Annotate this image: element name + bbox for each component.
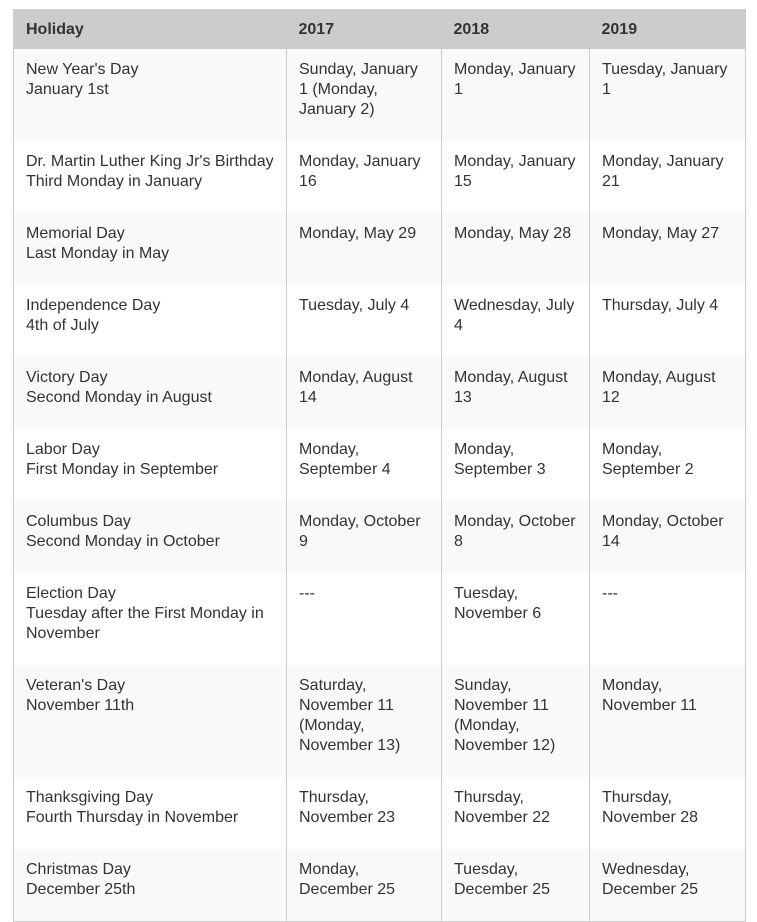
holiday-rule: First Monday in September: [26, 461, 219, 478]
table-row: [14, 49, 746, 141]
holiday-cell: [14, 285, 287, 357]
table-row: [14, 777, 746, 849]
table-row: [14, 213, 746, 285]
date-2018-cell: Tuesday, November 6: [442, 573, 590, 665]
date-2018-cell: Thursday, November 22: [442, 777, 590, 849]
date-2017-cell: Monday, December 25: [287, 849, 442, 922]
holiday-name: Veteran's Day: [26, 677, 126, 694]
table-row: [14, 141, 746, 213]
date-2019-cell: Monday, January 21: [590, 141, 746, 213]
date-2019-cell: Thursday, November 28: [590, 777, 746, 849]
holiday-rule: Second Monday in August: [26, 389, 212, 406]
header-2018: 2018: [442, 10, 590, 50]
date-2019-cell: ---: [590, 573, 746, 665]
holiday-name: Labor Day: [26, 441, 100, 458]
holiday-cell: [14, 213, 287, 285]
date-2017-cell: Monday, May 29: [287, 213, 442, 285]
header-row: [14, 10, 746, 50]
table-row: [14, 429, 746, 501]
date-2018-cell: Monday, August 13: [442, 357, 590, 429]
date-2018-cell: Monday, January 1: [442, 49, 590, 141]
holiday-name: Election Day: [26, 585, 116, 602]
holiday-rule: January 1st: [26, 81, 109, 98]
date-2017-cell: Sunday, January 1 (Monday, January 2): [287, 49, 442, 141]
date-2019-cell: Monday, August 12: [590, 357, 746, 429]
holiday-name: Columbus Day: [26, 513, 131, 530]
table-row: [14, 665, 746, 777]
holiday-cell: [14, 777, 287, 849]
header-2019: 2019: [590, 10, 746, 50]
date-2017-cell: Monday, September 4: [287, 429, 442, 501]
date-2019-cell: Monday, September 2: [590, 429, 746, 501]
date-2018-cell: Monday, January 15: [442, 141, 590, 213]
date-2017-cell: Thursday, November 23: [287, 777, 442, 849]
date-2017-cell: ---: [287, 573, 442, 665]
holiday-cell: [14, 141, 287, 213]
holiday-name: New Year's Day: [26, 61, 139, 78]
table-row: [14, 285, 746, 357]
holiday-name: Memorial Day: [26, 225, 125, 242]
holiday-name: Thanksgiving Day: [26, 789, 154, 806]
header-holiday: Holiday: [14, 10, 287, 50]
holiday-name: Dr. Martin Luther King Jr's Birthday: [26, 153, 274, 170]
date-2017-cell: Tuesday, July 4: [287, 285, 442, 357]
holiday-rule: 4th of July: [26, 317, 99, 334]
date-2018-cell: Wednesday, July 4: [442, 285, 590, 357]
holiday-rule: Last Monday in May: [26, 245, 170, 262]
holiday-cell: [14, 849, 287, 922]
date-2017-cell: Monday, October 9: [287, 501, 442, 573]
date-2018-cell: Tuesday, December 25: [442, 849, 590, 922]
date-2019-cell: Monday, May 27: [590, 213, 746, 285]
date-2018-cell: Monday, September 3: [442, 429, 590, 501]
holiday-cell: [14, 49, 287, 141]
holiday-name: Victory Day: [26, 369, 108, 386]
table-body: [14, 49, 746, 922]
holiday-table-container: [13, 9, 745, 922]
holiday-name: Independence Day: [26, 297, 161, 314]
date-2019-cell: Wednesday, December 25: [590, 849, 746, 922]
date-2018-cell: Monday, October 8: [442, 501, 590, 573]
date-2019-cell: Monday, November 11: [590, 665, 746, 777]
date-2019-cell: Monday, October 14: [590, 501, 746, 573]
holiday-cell: [14, 357, 287, 429]
date-2017-cell: Monday, January 16: [287, 141, 442, 213]
date-2017-cell: Monday, August 14: [287, 357, 442, 429]
holiday-cell: [14, 665, 287, 777]
holiday-rule: Second Monday in October: [26, 533, 220, 550]
holiday-cell: [14, 573, 287, 665]
date-2019-cell: Thursday, July 4: [590, 285, 746, 357]
table-row: [14, 501, 746, 573]
date-2018-cell: Sunday, November 11 (Monday, November 12): [442, 665, 590, 777]
holiday-rule: Third Monday in January: [26, 173, 203, 190]
date-2018-cell: Monday, May 28: [442, 213, 590, 285]
table-header: [14, 10, 746, 50]
date-2017-cell: Saturday, November 11 (Monday, November 13): [287, 665, 442, 777]
table-row: [14, 849, 746, 922]
holiday-rule: November 11th: [26, 697, 135, 714]
date-2019-cell: Tuesday, January 1: [590, 49, 746, 141]
holiday-table: [13, 9, 746, 922]
header-2017: 2017: [287, 10, 442, 50]
holiday-rule: Fourth Thursday in November: [26, 809, 239, 826]
holiday-rule: Tuesday after the First Monday in November: [26, 605, 264, 642]
holiday-rule: December 25th: [26, 881, 136, 898]
holiday-name: Christmas Day: [26, 861, 131, 878]
holiday-cell: [14, 429, 287, 501]
holiday-cell: [14, 501, 287, 573]
table-row: [14, 573, 746, 665]
table-row: [14, 357, 746, 429]
